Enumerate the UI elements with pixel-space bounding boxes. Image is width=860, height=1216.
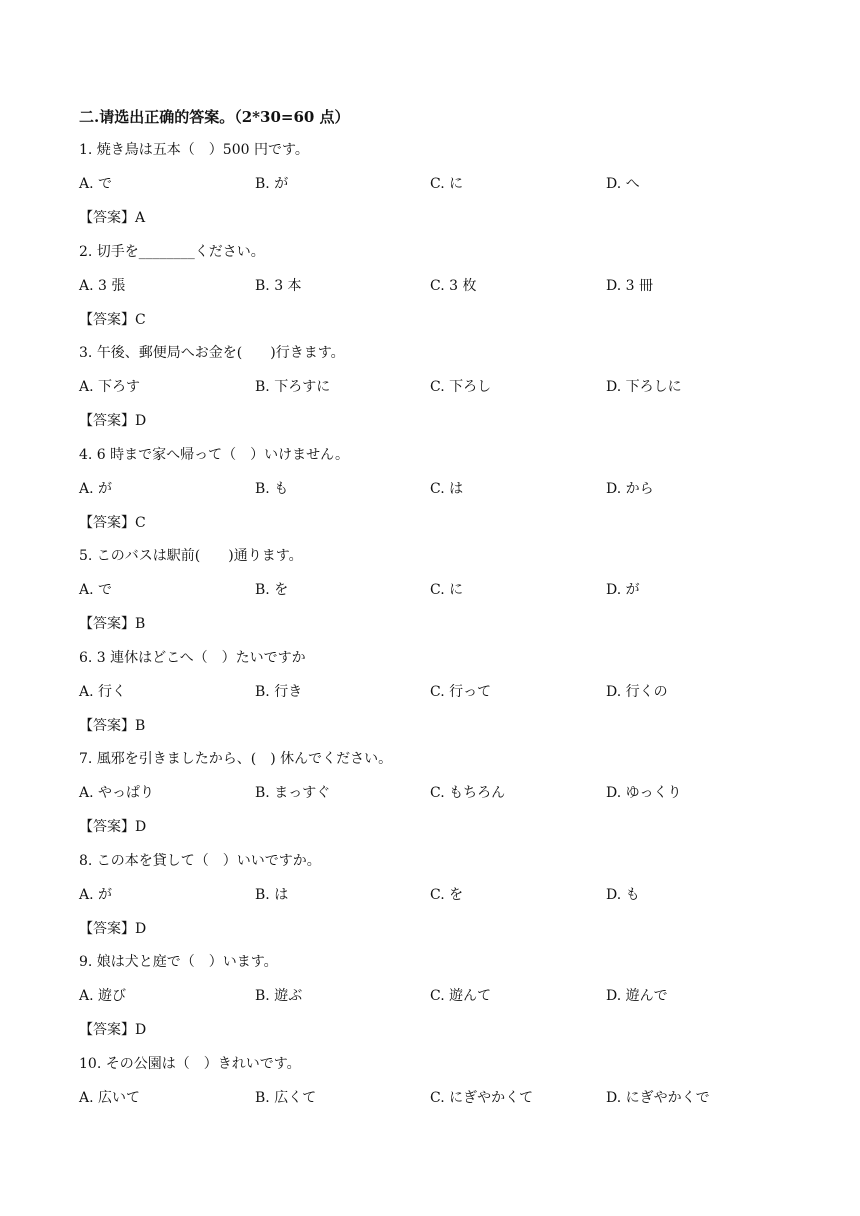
answer-line <box>79 411 146 431</box>
option-a: A. 遊び <box>79 988 127 1004</box>
question-text: 1. 焼き鳥は五本（ ）500 円です。 <box>79 142 309 158</box>
answer-label: 【答案】 <box>79 819 135 835</box>
option-d: D. ゆっくり <box>606 785 682 801</box>
option-row <box>79 682 799 702</box>
answer-line <box>79 310 146 330</box>
option-d: D. から <box>606 481 654 497</box>
option-c: C. にぎやかくて <box>430 1090 534 1106</box>
answer-line <box>79 513 146 533</box>
option-c: C. を <box>430 887 464 903</box>
option-d: D. が <box>606 582 640 598</box>
answer-label: 【答案】 <box>79 718 135 734</box>
option-c: C. は <box>430 481 464 497</box>
option-a: A. 行く <box>79 684 127 700</box>
option-d: D. 遊んで <box>606 988 668 1004</box>
option-a: A. 広いて <box>79 1090 141 1106</box>
option-row <box>79 1088 799 1108</box>
option-b: B. 3 本 <box>255 278 302 294</box>
answer-line <box>79 614 145 634</box>
option-row <box>79 986 799 1006</box>
option-row <box>79 580 799 600</box>
option-c: C. に <box>430 176 464 192</box>
answer-label: 【答案】 <box>79 312 135 328</box>
option-d: D. にぎやかくで <box>606 1090 710 1106</box>
answer-line <box>79 1020 146 1040</box>
option-a: A. 3 張 <box>79 278 126 294</box>
answer-label: 【答案】 <box>79 413 135 429</box>
option-b: B. が <box>255 176 289 192</box>
question-text: 3. 午後、郵便局へお金を( )行きます。 <box>79 345 345 361</box>
answer-value: B <box>135 616 146 632</box>
answer-value: A <box>135 210 146 226</box>
option-row <box>79 885 799 905</box>
option-row <box>79 276 799 296</box>
answer-line <box>79 919 146 939</box>
option-row <box>79 377 799 397</box>
question-text: 2. 切手を________ください。 <box>79 244 265 260</box>
question-text: 8. この本を貸して（ ）いいですか。 <box>79 853 321 869</box>
option-row <box>79 783 799 803</box>
option-b: B. まっすぐ <box>255 785 331 801</box>
option-c: C. 下ろし <box>430 379 492 395</box>
option-b: B. も <box>255 481 289 497</box>
answer-label: 【答案】 <box>79 921 135 937</box>
option-d: D. へ <box>606 176 640 192</box>
question-text: 6. 3 連休はどこへ（ ）たいですか <box>79 650 306 666</box>
question-text: 9. 娘は犬と庭で（ ）います。 <box>79 954 278 970</box>
option-d: D. も <box>606 887 640 903</box>
section-title: 二.请选出正确的答案。（2*30=60 点） <box>79 108 350 126</box>
question-text: 4. 6 時まで家へ帰って（ ）いけません。 <box>79 447 350 463</box>
option-d: D. 下ろしに <box>606 379 682 395</box>
question-text: 7. 風邪を引きましたから、( ) 休んでください。 <box>79 751 393 767</box>
answer-label: 【答案】 <box>79 616 135 632</box>
option-row <box>79 479 799 499</box>
question-text: 10. その公園は（ ）きれいです。 <box>79 1056 301 1072</box>
option-row <box>79 174 799 194</box>
option-a: A. やっぱり <box>79 785 155 801</box>
option-b: B. 遊ぶ <box>255 988 303 1004</box>
answer-line <box>79 208 145 228</box>
option-c: C. 行って <box>430 684 492 700</box>
answer-line <box>79 716 145 736</box>
question-text: 5. このバスは駅前( )通ります。 <box>79 548 303 564</box>
answer-label: 【答案】 <box>79 1022 135 1038</box>
option-c: C. に <box>430 582 464 598</box>
option-d: D. 行くの <box>606 684 668 700</box>
option-c: C. もちろん <box>430 785 506 801</box>
option-a: A. 下ろす <box>79 379 141 395</box>
answer-value: C <box>135 312 146 328</box>
answer-line <box>79 817 146 837</box>
option-c: C. 遊んて <box>430 988 492 1004</box>
option-b: B. 広くて <box>255 1090 317 1106</box>
option-a: A. で <box>79 176 113 192</box>
answer-label: 【答案】 <box>79 515 135 531</box>
answer-value: D <box>135 1022 147 1038</box>
option-a: A. が <box>79 887 113 903</box>
option-a: A. で <box>79 582 113 598</box>
option-a: A. が <box>79 481 113 497</box>
answer-value: D <box>135 819 147 835</box>
answer-value: C <box>135 515 146 531</box>
option-d: D. 3 冊 <box>606 278 653 294</box>
option-b: B. を <box>255 582 289 598</box>
option-b: B. 下ろすに <box>255 379 331 395</box>
option-b: B. は <box>255 887 289 903</box>
answer-value: D <box>135 413 147 429</box>
option-b: B. 行き <box>255 684 303 700</box>
answer-value: B <box>135 718 146 734</box>
answer-label: 【答案】 <box>79 210 135 226</box>
option-c: C. 3 枚 <box>430 278 477 294</box>
answer-value: D <box>135 921 147 937</box>
